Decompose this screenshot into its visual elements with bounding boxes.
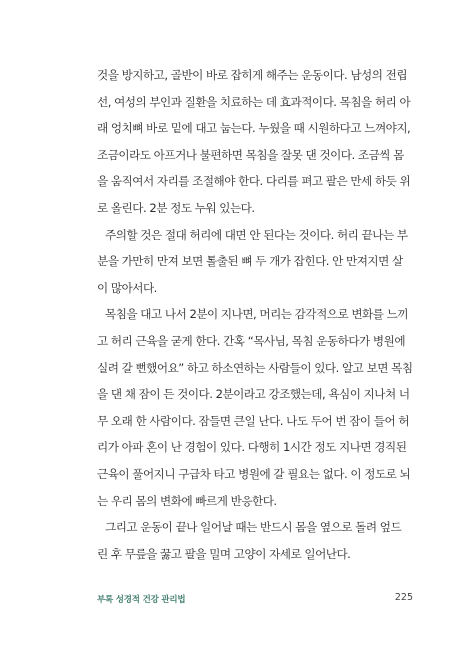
text-line: 목침을 대고 나서 2분이 지나면, 머리는 감각적으로 변화를 느끼 [105, 307, 409, 322]
page-number: 225 [394, 592, 413, 603]
text-line: 이 많아서다. [97, 280, 157, 295]
text-line: 주의할 것은 절대 허리에 대면 안 된다는 것이다. 허리 끝나는 부 [105, 227, 408, 242]
text-line: 그리고 운동이 끝나 일어날 때는 반드시 몸을 옆으로 돌려 엎드 [105, 520, 402, 535]
text-line: 근육이 풀어지니 구급차 타고 병원에 갈 필요는 없다. 이 정도로 뇌 [97, 466, 411, 481]
text-line: 고 허리 근육을 굳게 한다. 간혹 “목사님, 목침 운동하다가 병원에 [97, 333, 406, 348]
text-line: 실려 갈 뻔했어요” 하고 하소연하는 사람들이 있다. 알고 보면 목침 [97, 360, 413, 375]
body-text [97, 62, 413, 567]
paragraph [97, 514, 413, 567]
text-line: 분을 가만히 만져 보면 톨출된 뼈 두 개가 잡힌다. 안 만져지면 살 [97, 254, 403, 269]
text-line: 로 올린다. 2분 정도 누워 있는다. [97, 200, 255, 215]
text-line: 래 엉치뼈 바로 밑에 대고 눕는다. 누웠을 때 시원하다고 느껴야지, [97, 121, 411, 136]
paragraph [97, 301, 413, 514]
paragraph [97, 62, 413, 222]
text-line: 무 오래 한 사람이다. 잠들면 큰일 난다. 나도 두어 번 잠이 들어 허 [97, 413, 410, 428]
text-line: 린 후 무릎을 꿇고 팔을 밀며 고양이 자세로 일어난다. [97, 546, 351, 561]
text-line: 을 댄 채 잠이 든 것이다. 2분이라고 강조했는데, 욕심이 지나쳐 너 [97, 387, 410, 402]
text-line: 는 우리 몸의 변화에 빠르게 반응한다. [97, 493, 277, 508]
text-line: 것을 방지하고, 골반이 바로 잡히게 해주는 운동이다. 남성의 전립 [97, 68, 408, 82]
text-line: 선, 여성의 부인과 질환을 치료하는 데 효과적이다. 목침을 허리 아 [97, 94, 411, 109]
text-line: 조금이라도 아프거나 불편하면 목침을 잘못 댄 것이다. 조금씩 몸 [97, 147, 404, 162]
running-footer-section-title: 부록 성경적 건강 관리법 [97, 595, 186, 605]
paragraph [97, 222, 413, 302]
text-line: 을 움직여서 자리를 조절해야 한다. 다리를 펴고 팔은 만세 하듯 위 [97, 174, 411, 189]
text-line: 리가 아파 혼이 난 경험이 있다. 다행히 1시간 정도 지나면 경직된 [97, 440, 407, 455]
